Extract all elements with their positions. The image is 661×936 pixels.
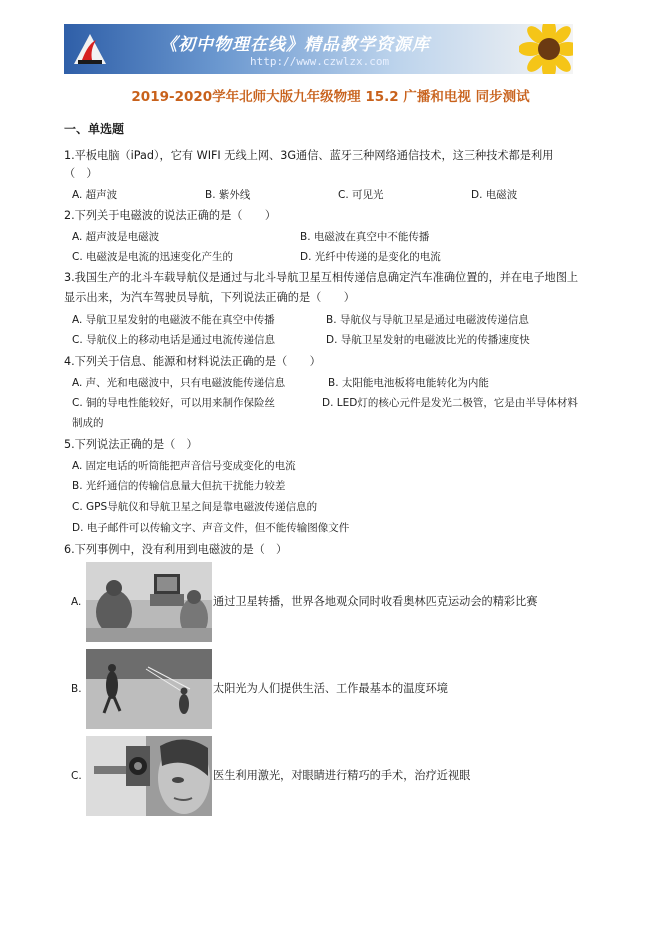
question-3-option-a: A. 导航卫星发射的电磁波不能在真空中传播: [72, 314, 275, 326]
question-5-line-1: 5.下列说法正确的是（ ）: [64, 438, 198, 451]
question-1-line-2: （ ）: [64, 167, 98, 180]
question-6-option-c-text: 医生利用激光，对眼睛进行精巧的手术，治疗近视眼: [213, 769, 471, 782]
question-6-line-1: 6.下列事例中，没有利用到电磁波的是（ ）: [64, 543, 288, 556]
question-1-option-d: D. 电磁波: [471, 189, 518, 201]
banner-url: http://www.czwlzx.com: [250, 55, 390, 68]
question-4-option-b: B. 太阳能电池板将电能转化为内能: [328, 377, 489, 389]
people-watching-tv-photo: [86, 562, 212, 642]
children-playing-outdoors-photo: [86, 649, 212, 729]
question-1-option-c: C. 可见光: [338, 189, 384, 201]
banner-title: 《初中物理在线》精品教学资源库: [160, 35, 430, 55]
question-5-option-d: D. 电子邮件可以传输文字、声音文件，但不能传输图像文件: [72, 522, 350, 534]
question-4-option-c: C. 铜的导电性能较好，可以用来制作保险丝: [72, 397, 276, 409]
question-2-line-1: 2.下列关于电磁波的说法正确的是（ ）: [64, 209, 277, 222]
question-3-option-d: D. 导航卫星发射的电磁波比光的传播速度快: [326, 334, 530, 346]
section-heading: 一、单选题: [64, 122, 125, 136]
question-6-option-b-text: 太阳光为人们提供生活、工作最基本的温度环境: [213, 682, 448, 695]
header-banner: [64, 24, 573, 74]
question-5-option-a: A. 固定电话的听筒能把声音信号变成变化的电流: [72, 460, 296, 472]
question-3-option-b: B. 导航仪与导航卫星是通过电磁波传递信息: [326, 314, 529, 326]
question-6-option-a-text: 通过卫星转播，世界各地观众同时收看奥林匹克运动会的精彩比赛: [213, 595, 538, 608]
question-6-option-a-letter: A.: [71, 596, 82, 608]
question-4-option-d-continued: 制成的: [72, 417, 104, 429]
question-3-line-1: 3.我国生产的北斗车载导航仪是通过与北斗导航卫星互相传递信息确定汽车准确位置的，并在电子地图上: [64, 271, 579, 284]
site-logo-icon: [70, 30, 110, 68]
question-1-option-b: B. 紫外线: [205, 189, 251, 201]
question-2-option-a: A. 超声波是电磁波: [72, 231, 160, 243]
question-4-option-d: D. LED灯的核心元件是发光二极管，它是由半导体材料: [322, 397, 578, 409]
question-1-line-1: 1.平板电脑（iPad），它有 WIFI 无线上网、3G通信、蓝牙三种网络通信技术，这三种技术都是利用: [64, 149, 554, 162]
question-3-line-2: 显示出来，为汽车驾驶员导航，下列说法正确的是（ ）: [64, 291, 355, 304]
question-6-option-b-letter: B.: [71, 683, 82, 695]
eye-exam-laser-photo: [86, 736, 212, 816]
question-5-option-c: C. GPS导航仪和导航卫星之间是靠电磁波传递信息的: [72, 501, 318, 513]
question-2-option-b: B. 电磁波在真空中不能传播: [300, 231, 430, 243]
question-3-option-c: C. 导航仪上的移动电话是通过电流传递信息: [72, 334, 276, 346]
sunflower-icon: [519, 24, 573, 74]
question-2-option-c: C. 电磁波是电流的迅速变化产生的: [72, 251, 234, 263]
document-title: 2019-2020学年北师大版九年级物理 15.2 广播和电视 同步测试: [131, 89, 530, 105]
question-2-option-d: D. 光纤中传递的是变化的电流: [300, 251, 441, 263]
question-6-option-c-letter: C.: [71, 770, 82, 782]
question-1-option-a: A. 超声波: [72, 189, 118, 201]
question-4-option-a: A. 声、光和电磁波中，只有电磁波能传递信息: [72, 377, 286, 389]
question-4-line-1: 4.下列关于信息、能源和材料说法正确的是（ ）: [64, 355, 321, 368]
question-5-option-b: B. 光纤通信的传输信息量大但抗干扰能力较差: [72, 480, 286, 492]
